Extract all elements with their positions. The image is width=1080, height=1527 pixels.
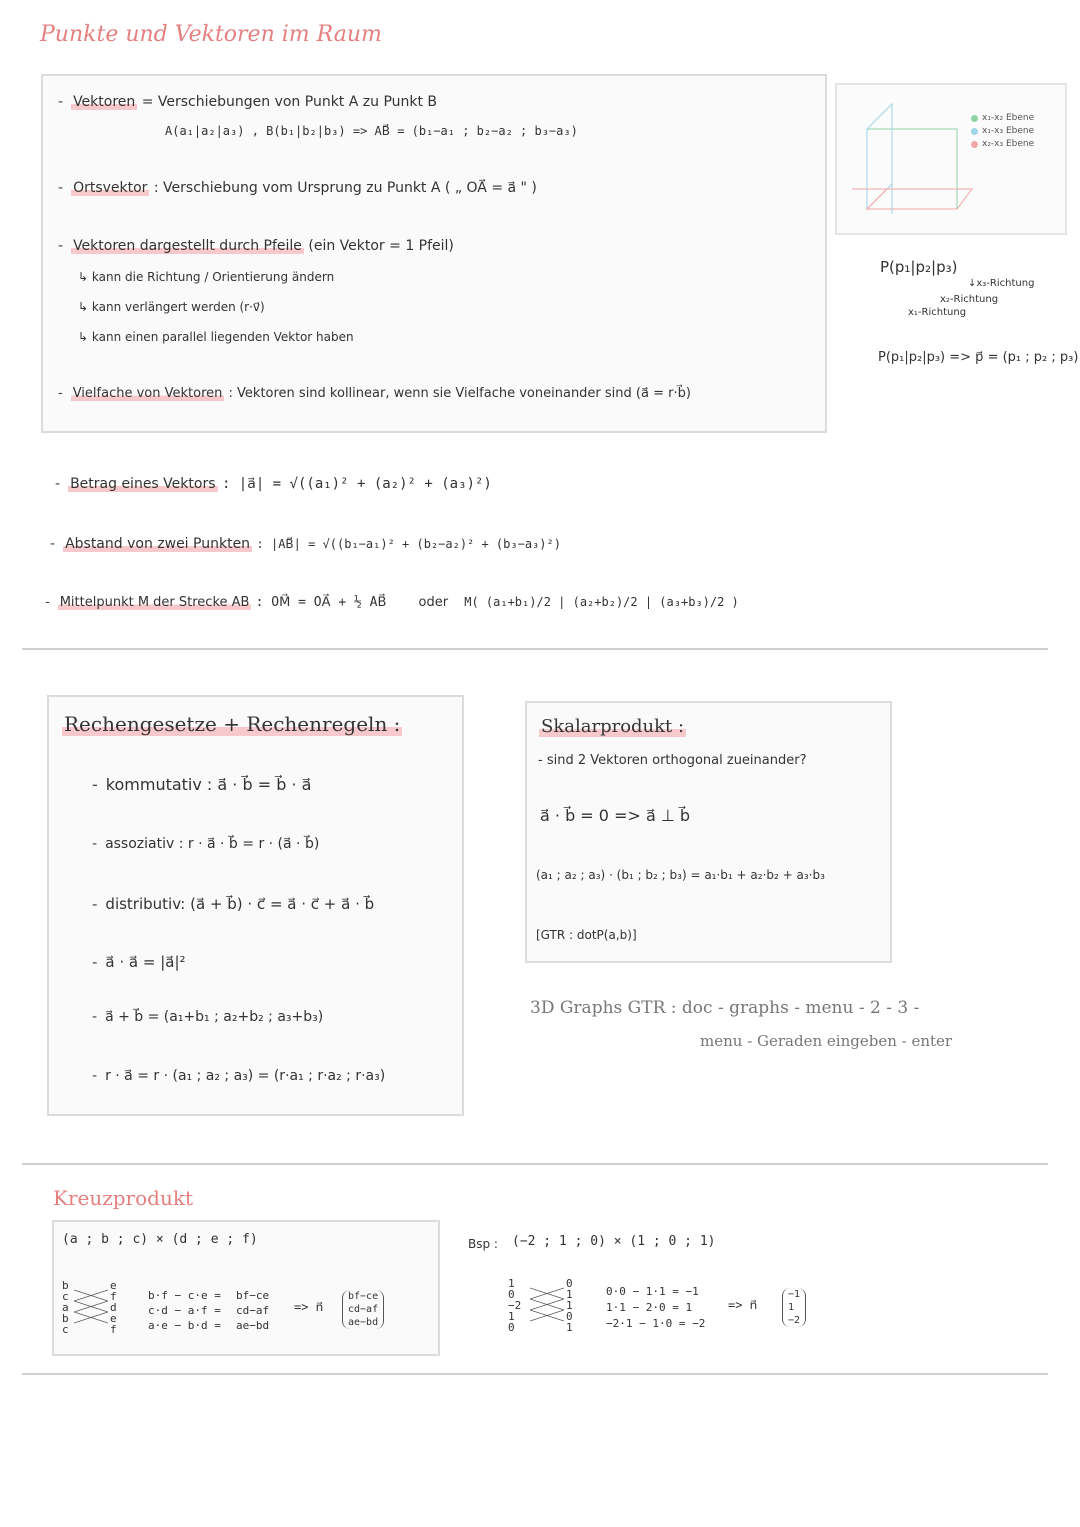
rule-betrag-quadrat: - a⃗ · a⃗ = |a⃗|² — [92, 953, 186, 971]
vektoren-formula: A(a₁|a₂|a₃) , B(b₁|b₂|b₃) => AB⃗ = (b₁−a₁ ; b₂−a₂ ; b₃−a₃) — [165, 124, 578, 138]
legend-item: x₁-x₂ Ebene — [971, 113, 1034, 123]
page-title: Punkte und Vektoren im Raum — [40, 22, 382, 47]
blue-dot-icon — [971, 128, 978, 135]
rule-distributiv: - distributiv: (a⃗ + b⃗) · c⃗ = a⃗ · c⃗ + a⃗ · b⃗ — [92, 895, 375, 913]
vielfache-label: Vielfache von Vektoren — [72, 386, 223, 401]
mittelpunkt-oder: oder — [418, 595, 449, 610]
cross-lines-icon — [530, 1280, 564, 1334]
pfeile-text: (ein Vektor = 1 Pfeil) — [308, 238, 454, 254]
divider — [22, 648, 1048, 650]
abstand-line: - Abstand von zwei Punkten : |AB⃗| = √((b₁−a₁)² + (b₂−a₂)² + (b₃−a₃)²) — [50, 536, 561, 552]
x2-direction: x₂-Richtung — [940, 294, 999, 305]
green-dot-icon — [971, 115, 978, 122]
rule-kommutativ: - kommutativ : a⃗ · b⃗ = b⃗ · a⃗ — [92, 775, 312, 794]
abstand-label: Abstand von zwei Punkten — [65, 536, 251, 552]
skalarprodukt-box — [525, 701, 892, 963]
beispiel-arrow: => n⃗ — [728, 1298, 758, 1312]
pfeile-item: ↳ kann einen parallel liegenden Vektor haben — [78, 330, 354, 344]
diagram-legend — [971, 113, 1034, 149]
beispiel-result-vector: −1 1 −2 — [782, 1288, 806, 1327]
rule-assoziativ: - assoziativ : r · a⃗ · b⃗ = r · (a⃗ · b⃗) — [92, 836, 320, 852]
kreuzprodukt-steps: b·f − c·e = c·d − a·f = a·e − b·d = — [148, 1289, 221, 1332]
pfeile-label: Vektoren dargestellt durch Pfeile — [73, 238, 302, 254]
skalarprodukt-question: - sind 2 Vektoren orthogonal zueinander? — [538, 753, 807, 768]
coordinate-system-diagram — [835, 83, 1067, 235]
ortsvektor-line: - Ortsvektor : Verschiebung vom Ursprung zu Punkt A ( „ OA⃗ = a⃗ " ) — [58, 180, 537, 196]
kreuzprodukt-title: Kreuzprodukt — [53, 1186, 193, 1210]
skalarprodukt-rule: a⃗ · b⃗ = 0 => a⃗ ⊥ b⃗ — [540, 806, 691, 825]
skalarprodukt-title: Skalarprodukt : — [541, 716, 685, 737]
pfeile-line: - Vektoren dargestellt durch Pfeile (ein Vektor = 1 Pfeil) — [58, 238, 454, 254]
vektoren-text: = Verschiebungen von Punkt A zu Punkt B — [141, 94, 438, 110]
divider — [22, 1373, 1048, 1375]
rechengesetze-title: Rechengesetze + Rechenregeln : — [64, 712, 401, 736]
mittelpunkt-line: - Mittelpunkt M der Strecke AB : OM⃗ = OA⃗ + ½ AB⃗ oder M( (a₁+b₁)/2 | (a₂+b₂)/2 | (a₃+b₃)/2 ) — [45, 595, 739, 610]
mittelpunkt-alt: M( (a₁+b₁)/2 | (a₂+b₂)/2 | (a₃+b₃)/2 ) — [464, 595, 739, 609]
skalarprodukt-gtr: [GTR : dotP(a,b)] — [536, 928, 637, 942]
vielfache-text: : Vektoren sind kollinear, wenn sie Vielfache voneinander sind (a⃗ = r·b⃗) — [228, 386, 691, 401]
divider — [22, 1163, 1048, 1165]
graphs-note-line2: menu - Geraden eingeben - enter — [700, 1032, 953, 1050]
betrag-label: Betrag eines Vektors — [70, 476, 216, 492]
kreuzprodukt-lattice: b c a b c e f d e f — [62, 1279, 117, 1336]
rule-addition: - a⃗ + b⃗ = (a₁+b₁ ; a₂+b₂ ; a₃+b₃) — [92, 1009, 324, 1025]
ortsvektor-text: : Verschiebung vom Ursprung zu Punkt A ( „ OA⃗ = a⃗ " ) — [153, 180, 537, 196]
point-vector-formula: P(p₁|p₂|p₃) => p⃗ = (p₁ ; p₂ ; p₃) — [878, 350, 1079, 365]
beispiel-header: (−2 ; 1 ; 0) × (1 ; 0 ; 1) — [512, 1234, 716, 1249]
mittelpunkt-label: Mittelpunkt M der Strecke AB — [59, 595, 250, 610]
kreuzprodukt-result-vector: bf−ce cd−af ae−bd — [342, 1290, 384, 1329]
abstand-formula: : |AB⃗| = √((b₁−a₁)² + (b₂−a₂)² + (b₃−a₃)²) — [256, 537, 561, 551]
red-dot-icon — [971, 141, 978, 148]
betrag-line: - Betrag eines Vektors : |a⃗| = √((a₁)² + (a₂)² + (a₃)²) — [55, 476, 492, 492]
vielfache-line: - Vielfache von Vektoren : Vektoren sind kollinear, wenn sie Vielfache voneinander sind (a⃗ = r·b⃗) — [58, 386, 691, 401]
ortsvektor-label: Ortsvektor — [73, 180, 148, 196]
pfeile-item: ↳ kann die Richtung / Orientierung ändern — [78, 270, 335, 284]
kreuzprodukt-results: bf−ce cd−af ae−bd — [236, 1289, 270, 1332]
beispiel-lattice: 1 0 −2 1 0 0 1 1 0 1 — [508, 1277, 573, 1334]
pfeile-item: ↳ kann verlängert werden (r·v⃗) — [78, 300, 265, 314]
legend-item: x₂-x₃ Ebene — [971, 139, 1034, 149]
skalarprodukt-formula: (a₁ ; a₂ ; a₃) · (b₁ ; b₂ ; b₃) = a₁·b₁ + a₂·b₂ + a₃·b₃ — [536, 868, 825, 882]
x1-direction: x₁-Richtung — [908, 307, 967, 318]
rule-skalar-mult: - r · a⃗ = r · (a₁ ; a₂ ; a₃) = (r·a₁ ; r·a₂ ; r·a₃) — [92, 1068, 386, 1084]
legend-item: x₁-x₃ Ebene — [971, 126, 1034, 136]
point-label: P(p₁|p₂|p₃) — [880, 258, 958, 276]
cross-lines-icon — [74, 1282, 108, 1336]
coordinate-planes-drawing — [847, 89, 977, 229]
beispiel-steps: 0·0 − 1·1 = −1 1·1 − 2·0 = 1 −2·1 − 1·0 = −2 — [606, 1285, 706, 1330]
vektoren-label: Vektoren — [73, 94, 136, 110]
beispiel-label: Bsp : — [468, 1237, 498, 1251]
kreuzprodukt-header: (a ; b ; c) × (d ; e ; f) — [62, 1232, 258, 1247]
graphs-note-line1: 3D Graphs GTR : doc - graphs - menu - 2 - 3 - — [530, 998, 920, 1018]
kreuzprodukt-arrow: => n⃗ — [294, 1300, 324, 1314]
mittelpunkt-formula: : OM⃗ = OA⃗ + ½ AB⃗ — [255, 595, 387, 610]
vektoren-line: - Vektoren = Verschiebungen von Punkt A zu Punkt B — [58, 94, 438, 110]
betrag-formula: : |a⃗| = √((a₁)² + (a₂)² + (a₃)²) — [221, 476, 492, 492]
x3-direction: ↓x₃-Richtung — [968, 278, 1035, 289]
